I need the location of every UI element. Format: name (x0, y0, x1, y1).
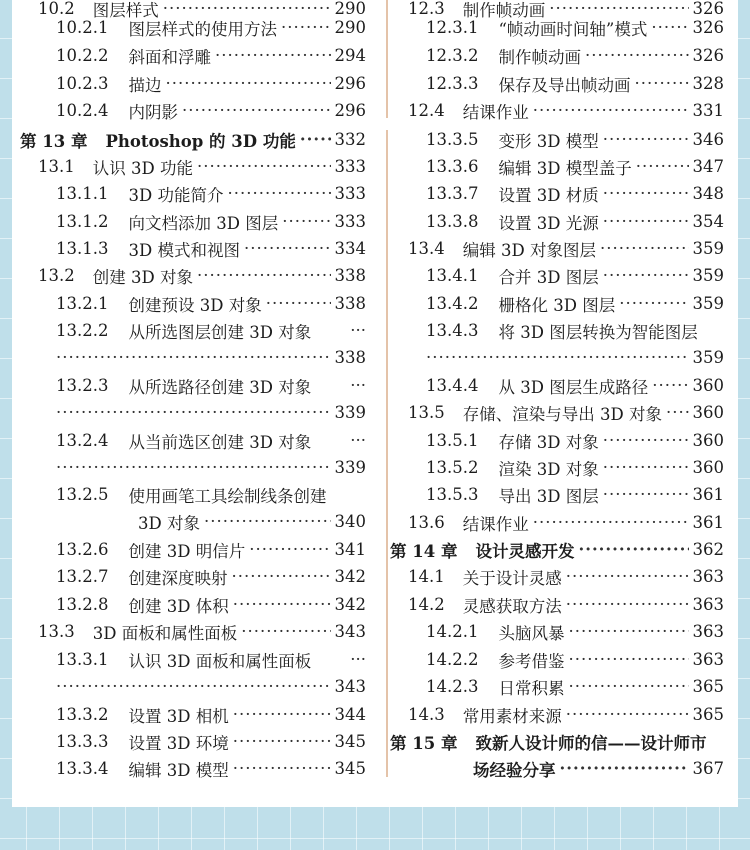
section-number: 13.2.3 (56, 376, 109, 395)
leader-dots (533, 513, 689, 532)
leader-dots (603, 130, 689, 149)
section-title: 常用素材来源 (462, 706, 562, 726)
toc-entry[interactable] (390, 563, 724, 590)
section-number: 14.2.2 (426, 650, 479, 669)
section-title: 日常积累 (498, 678, 565, 698)
section-number: 13.2.6 (56, 540, 109, 559)
section-title: 向文档添加 3D 图层 (128, 213, 279, 233)
page-number: 343 (334, 677, 366, 696)
toc-page (12, 0, 738, 807)
toc-entry-continuation[interactable] (20, 673, 366, 700)
page-number: 328 (692, 74, 724, 93)
page-number: 334 (334, 239, 366, 258)
toc-entry[interactable] (20, 317, 366, 344)
section-number: 12.3.3 (426, 74, 479, 93)
page-number: 290 (334, 18, 366, 37)
section-number: 13.3.5 (426, 130, 479, 149)
page-number: 365 (692, 677, 724, 696)
section-title: 从所选路径创建 3D 对象 (128, 377, 312, 397)
leader-dots (244, 239, 331, 258)
section-number: 14.3 (408, 705, 445, 724)
section-title: 致新人设计师的信——设计师市 (475, 733, 707, 753)
page-number: 347 (692, 157, 724, 176)
section-number: 10.2.2 (56, 46, 109, 65)
page-number: 296 (334, 101, 366, 120)
section-title: 创建 3D 体积 (128, 596, 229, 616)
section-title: 栅格化 3D 图层 (498, 295, 616, 315)
section-number: 13.6 (408, 513, 445, 532)
page-number: 338 (334, 348, 366, 367)
leader-dots (227, 184, 330, 203)
section-number: 第 15 章 (390, 733, 458, 753)
section-title: 图层样式 (92, 0, 159, 20)
toc-entry[interactable] (390, 591, 724, 618)
section-number: 10.2 (38, 0, 75, 18)
page-number: 359 (692, 348, 724, 367)
leader-dots (300, 130, 331, 149)
toc-entry[interactable] (20, 42, 366, 69)
toc-entry[interactable] (390, 290, 724, 317)
section-title: 创建 3D 对象 (92, 267, 193, 287)
section-number: 10.2.4 (56, 101, 109, 120)
page-number: 363 (692, 567, 724, 586)
page-number: 361 (692, 485, 724, 504)
leader-dots (197, 266, 331, 285)
leader-dots (281, 18, 331, 37)
page-number: 341 (334, 540, 366, 559)
section-title-continued: 3D 对象 (138, 513, 200, 533)
section-number: 14.2.1 (426, 622, 479, 641)
page-number: 333 (334, 212, 366, 231)
page-number: 360 (692, 376, 724, 395)
toc-entry[interactable] (390, 235, 724, 262)
toc-entry[interactable] (390, 618, 724, 645)
page-number: 363 (692, 650, 724, 669)
section-title: 从当前选区创建 3D 对象 (128, 432, 312, 452)
section-title: 3D 面板和属性面板 (92, 623, 238, 643)
section-number: 13.5.3 (426, 485, 479, 504)
section-number: 13.4.4 (426, 376, 479, 395)
leader-dots (603, 212, 689, 231)
leader-dots (634, 74, 688, 93)
section-title: 渲染 3D 对象 (498, 459, 599, 479)
section-number: 13.3.6 (426, 157, 479, 176)
toc-entry[interactable] (390, 509, 724, 536)
section-number: 13.3.7 (426, 184, 479, 203)
leader-dots (233, 732, 331, 751)
toc-entry[interactable] (390, 728, 724, 755)
leader-dots (603, 485, 689, 504)
toc-entry[interactable] (20, 591, 366, 618)
section-title: 编辑 3D 模型 (128, 760, 229, 780)
page-number: 326 (692, 46, 724, 65)
page-number: 354 (692, 212, 724, 231)
toc-entry[interactable] (390, 372, 724, 399)
section-number: 13.4 (408, 239, 445, 258)
leader-dots (566, 567, 689, 586)
toc-entry[interactable] (390, 153, 724, 180)
section-number: 12.3.2 (426, 46, 479, 65)
section-title: 将 3D 图层转换为智能图层 (498, 322, 698, 342)
page-number: 362 (692, 540, 724, 559)
section-title: 设置 3D 材质 (498, 185, 599, 205)
toc-entry[interactable] (20, 70, 366, 97)
section-number: 13.4.1 (426, 266, 479, 285)
leader-dots (600, 239, 689, 258)
toc-entry[interactable] (390, 317, 724, 344)
toc-entry[interactable] (390, 97, 724, 124)
section-title: 存储、渲染与导出 3D 对象 (462, 404, 662, 424)
toc-entry-continuation[interactable] (20, 508, 366, 535)
page-number: 359 (692, 294, 724, 313)
section-number: 13.1.3 (56, 239, 109, 258)
section-number: 14.2.3 (426, 677, 479, 696)
page-number: 348 (692, 184, 724, 203)
section-number: 13.5 (408, 403, 445, 422)
section-title: 从 3D 图层生成路径 (498, 377, 649, 397)
toc-entry[interactable] (20, 290, 366, 317)
section-title: 头脑风暴 (498, 623, 565, 643)
toc-entry[interactable] (20, 646, 366, 673)
toc-entry[interactable] (20, 372, 366, 399)
section-title: 描边 (128, 75, 162, 95)
page-number: 290 (334, 0, 366, 18)
toc-entry[interactable] (20, 262, 366, 289)
section-title: 设置 3D 环境 (128, 733, 229, 753)
column-divider-bottom (386, 130, 388, 777)
toc-entry[interactable] (20, 618, 366, 645)
section-title: 3D 功能简介 (128, 185, 224, 205)
leader-dots (215, 46, 331, 65)
leader-dots (603, 431, 689, 450)
toc-entry[interactable] (20, 563, 366, 590)
toc-entry[interactable] (20, 728, 366, 755)
toc-entry[interactable] (20, 755, 366, 782)
page-number: 359 (692, 266, 724, 285)
section-number: 13.1.1 (56, 184, 109, 203)
section-title: 创建 3D 明信片 (128, 541, 246, 561)
section-number: 13.5.2 (426, 458, 479, 477)
section-title: 编辑 3D 模型盖子 (498, 158, 632, 178)
toc-entry[interactable] (20, 235, 366, 262)
toc-entry[interactable] (390, 536, 724, 563)
leader-dots (197, 157, 331, 176)
leader-dots (56, 348, 331, 367)
section-title-continued: 场经验分享 (473, 760, 556, 780)
toc-entry[interactable] (390, 427, 724, 454)
leader-dots (233, 705, 331, 724)
page-number: 345 (334, 759, 366, 778)
section-title: 图层样式的使用方法 (128, 19, 277, 39)
leader-dots (233, 595, 331, 614)
leader-dots (566, 595, 689, 614)
section-title: 创建预设 3D 对象 (128, 295, 262, 315)
section-title: 认识 3D 面板和属性面板 (128, 651, 312, 671)
section-number: 13.3.3 (56, 732, 109, 751)
toc-entry[interactable] (390, 208, 724, 235)
leader-dots (568, 677, 688, 696)
page-number: 331 (692, 101, 724, 120)
leader-dots (533, 101, 689, 120)
leader-dots (241, 622, 330, 641)
section-title: 结课作业 (462, 102, 529, 122)
section-number: 第 14 章 (390, 541, 458, 561)
page-number: 296 (334, 74, 366, 93)
page-number: 326 (692, 0, 724, 18)
page-number: 338 (334, 294, 366, 313)
page-number: 359 (692, 239, 724, 258)
section-number: 12.4 (408, 101, 445, 120)
section-title: 制作帧动画 (498, 47, 581, 67)
section-number: 13.2.4 (56, 431, 109, 450)
section-number: 13.1 (38, 157, 75, 176)
section-title: 合并 3D 图层 (498, 267, 599, 287)
leader-dots (568, 650, 688, 669)
toc-entry-continuation[interactable] (20, 454, 366, 481)
toc-entry[interactable] (390, 42, 724, 69)
toc-entry[interactable] (390, 673, 724, 700)
toc-entry[interactable] (20, 208, 366, 235)
toc-entry[interactable] (390, 454, 724, 481)
page-number: 294 (334, 46, 366, 65)
section-title: 编辑 3D 对象图层 (462, 240, 596, 260)
page-number: 333 (334, 157, 366, 176)
section-number: 13.2 (38, 266, 75, 285)
leader-dots: ··· (350, 376, 366, 395)
page-number: 361 (692, 513, 724, 532)
page-number: 340 (334, 512, 366, 531)
section-number: 14.1 (408, 567, 445, 586)
toc-entry[interactable] (20, 97, 366, 124)
section-number: 12.3 (408, 0, 445, 18)
toc-entry[interactable] (20, 153, 366, 180)
page-number: 339 (334, 403, 366, 422)
toc-entry[interactable] (20, 536, 366, 563)
page-number: 345 (334, 732, 366, 751)
page-number: 365 (692, 705, 724, 724)
section-title: 导出 3D 图层 (498, 486, 599, 506)
leader-dots (233, 759, 331, 778)
leader-dots (652, 376, 688, 395)
leader-dots (231, 567, 330, 586)
toc-entry[interactable] (390, 70, 724, 97)
section-title: 设置 3D 光源 (498, 213, 599, 233)
leader-dots (426, 348, 689, 367)
section-number: 13.2.1 (56, 294, 109, 313)
section-number: 12.3.1 (426, 18, 479, 37)
leader-dots (619, 294, 688, 313)
toc-entry[interactable] (20, 701, 366, 728)
section-title: 创建深度映射 (128, 568, 228, 588)
section-number: 13.4.2 (426, 294, 479, 313)
toc-entry-continuation[interactable] (20, 399, 366, 426)
section-number: 13.5.1 (426, 431, 479, 450)
section-title: 使用画笔工具绘制线条创建 (128, 486, 327, 506)
page-number: 338 (334, 266, 366, 285)
page-number: 342 (334, 567, 366, 586)
leader-dots (603, 266, 689, 285)
leader-dots (566, 705, 689, 724)
section-title: 从所选图层创建 3D 对象 (128, 322, 312, 342)
section-title: 斜面和浮雕 (128, 47, 211, 67)
section-title: 灵感获取方法 (462, 596, 562, 616)
toc-entry[interactable] (390, 180, 724, 207)
section-title: 认识 3D 功能 (92, 158, 193, 178)
leader-dots (603, 184, 689, 203)
leader-dots (603, 458, 689, 477)
leader-dots (666, 403, 689, 422)
section-title: 制作帧动画 (462, 0, 546, 20)
toc-entry-continuation[interactable] (390, 344, 724, 371)
leader-dots (266, 294, 331, 313)
page-number: 363 (692, 595, 724, 614)
page-number: 326 (692, 18, 724, 37)
page-number: 360 (692, 403, 724, 422)
page-number: 367 (692, 759, 724, 778)
page-number: 339 (334, 458, 366, 477)
page-number: 346 (692, 130, 724, 149)
section-title: 结课作业 (462, 514, 529, 534)
leader-dots (651, 18, 688, 37)
toc-entry[interactable] (20, 126, 366, 153)
section-number: 13.3.8 (426, 212, 479, 231)
page-number: 333 (334, 184, 366, 203)
page-number: 332 (334, 130, 366, 149)
toc-entry-continuation[interactable] (20, 344, 366, 371)
section-number: 13.3.1 (56, 650, 109, 669)
leader-dots (578, 540, 688, 559)
leader-dots (56, 403, 331, 422)
toc-entry[interactable] (390, 126, 724, 153)
leader-dots (56, 677, 331, 696)
column-divider-top (386, 0, 388, 118)
toc-entry[interactable] (20, 14, 366, 41)
page-number: 342 (334, 595, 366, 614)
section-title: Photoshop 的 3D 功能 (105, 131, 296, 151)
section-number: 13.4.3 (426, 321, 479, 340)
leader-dots (249, 540, 330, 559)
leader-dots (182, 101, 331, 120)
toc-entry[interactable] (20, 427, 366, 454)
leader-dots (204, 512, 331, 531)
section-title: 保存及导出帧动画 (498, 75, 631, 95)
leader-dots (282, 212, 330, 231)
section-number: 13.1.2 (56, 212, 109, 231)
section-title: 3D 模式和视图 (128, 240, 240, 260)
page-number: 343 (334, 622, 366, 641)
section-title: 参考借鉴 (498, 651, 565, 671)
section-number: 13.2.5 (56, 485, 109, 504)
toc-entry[interactable] (390, 399, 724, 426)
leader-dots: ··· (350, 650, 366, 669)
toc-entry[interactable] (390, 646, 724, 673)
section-number: 第 13 章 (20, 131, 88, 151)
section-number: 13.2.2 (56, 321, 109, 340)
section-title: “帧动画时间轴”模式 (498, 19, 648, 39)
section-number: 10.2.3 (56, 74, 109, 93)
leader-dots (165, 74, 330, 93)
page-number: 360 (692, 431, 724, 450)
toc-entry[interactable] (390, 481, 724, 508)
section-title: 变形 3D 模型 (498, 131, 599, 151)
section-number: 13.3.2 (56, 705, 109, 724)
section-number: 14.2 (408, 595, 445, 614)
section-number: 13.3.4 (56, 759, 109, 778)
leader-dots (568, 622, 688, 641)
section-number: 10.2.1 (56, 18, 109, 37)
leader-dots (585, 46, 689, 65)
section-title: 内阴影 (128, 102, 178, 122)
section-number: 13.2.7 (56, 567, 109, 586)
leader-dots: ··· (350, 431, 366, 450)
section-number: 13.2.8 (56, 595, 109, 614)
leader-dots (636, 157, 689, 176)
leader-dots (560, 759, 689, 778)
toc-entry[interactable] (390, 262, 724, 289)
page-number: 344 (334, 705, 366, 724)
toc-entry[interactable] (390, 14, 724, 41)
leader-dots: ··· (350, 321, 366, 340)
page-number: 363 (692, 622, 724, 641)
section-title: 存储 3D 对象 (498, 432, 599, 452)
toc-entry[interactable] (390, 701, 724, 728)
section-title: 设置 3D 相机 (128, 706, 229, 726)
section-number: 13.3 (38, 622, 75, 641)
toc-entry-continuation[interactable] (390, 755, 724, 782)
toc-entry[interactable] (20, 481, 366, 508)
section-title: 设计灵感开发 (475, 541, 575, 561)
toc-entry[interactable] (20, 180, 366, 207)
section-title: 关于设计灵感 (462, 568, 562, 588)
page-number: 360 (692, 458, 724, 477)
leader-dots (56, 458, 331, 477)
